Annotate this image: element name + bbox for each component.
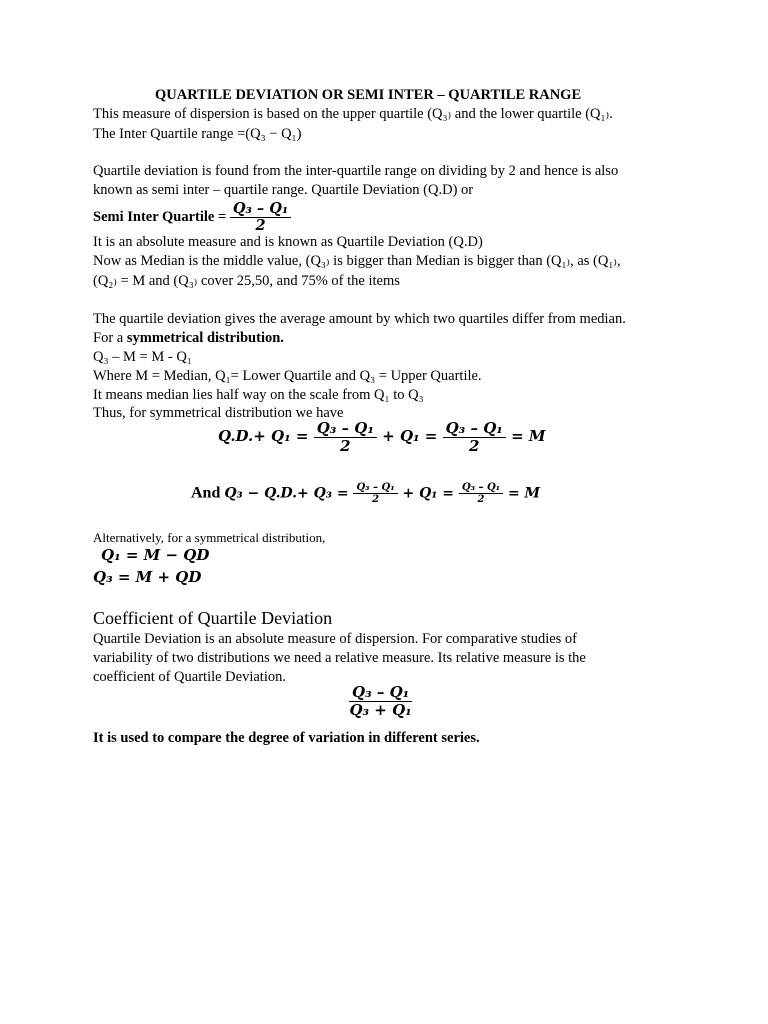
paragraph-usage: It is used to compare the degree of variation in different series.: [93, 730, 480, 746]
eq2-fraction-1: [353, 482, 397, 505]
semi-fraction: [230, 201, 291, 234]
eq2-f2-den: 2: [477, 494, 485, 505]
eq2-mid: + Q₁ =: [402, 485, 455, 502]
symmetrical-pre: For a: [93, 330, 127, 346]
eq1-lhs: Q.D.+ Q₁ =: [218, 427, 309, 445]
eq1-fraction-2: [443, 420, 506, 454]
paragraph-qd-1: Quartile deviation is found from the inter-quartile range on dividing by 2 and hence is also: [93, 163, 619, 179]
equation-q1: Q₁ = M − QD: [101, 546, 210, 564]
eq1-f2-den: 2: [469, 436, 480, 455]
semi-inter-quartile-formula: [93, 200, 291, 234]
eq1-mid: + Q₁ =: [382, 427, 438, 445]
paragraph-average: The quartile deviation gives the average amount by which two quartiles differ from median.: [93, 311, 626, 327]
paragraph-coef-3: coefficient of Quartile Deviation.: [93, 669, 286, 685]
eq2-and: And: [191, 484, 225, 502]
paragraph-halfway: It means median lies half way on the scale from Q₁ to Q₃: [93, 387, 424, 403]
equation-q3-minus-qd: [191, 482, 540, 505]
eq2-f1-den: 2: [372, 494, 380, 505]
coefficient-formula: [349, 684, 412, 718]
paragraph-coef-2: variability of two distributions we need a relative measure. Its relative measure is the: [93, 650, 586, 666]
eq1-f1-den: 2: [340, 436, 351, 455]
eq2-f2-num: Q₃ – Q₁: [459, 482, 503, 494]
inter-quartile-range-line: The Inter Quartile range =(Q₃ − Q₁): [93, 126, 302, 142]
semi-label: Semi Inter Quartile =: [93, 209, 230, 225]
eq1-f2-num: Q₃ – Q₁: [443, 420, 506, 438]
paragraph-where: Where M = Median, Q₁= Lower Quartile and Q₃ = Upper Quartile.: [93, 368, 482, 384]
equation-q3: Q₃ = M + QD: [93, 568, 202, 586]
eq2-fraction-2: [459, 482, 503, 505]
paragraph-qd-2: known as semi inter – quartile range. Quartile Deviation (Q.D) or: [93, 182, 474, 198]
eq2-f1-num: Q₃ – Q₁: [353, 482, 397, 494]
coef-denominator: Q₃ + Q₁: [349, 700, 412, 719]
eq1-rhs: = M: [511, 427, 546, 445]
symmetrical-bold: symmetrical distribution.: [126, 330, 284, 346]
paragraph-symmetrical: [93, 329, 284, 347]
eq1-f1-num: Q₃ – Q₁: [314, 420, 377, 438]
section-heading-coefficient: Coefficient of Quartile Deviation: [93, 608, 333, 628]
paragraph-median: Now as Median is the middle value, (Q₃₎ is bigger than Median is bigger than (Q₁₎, as (Q₁₎,: [93, 253, 621, 269]
paragraph-cover: (Q₂₎ = M and (Q₃₎ cover 25,50, and 75% of the items: [93, 273, 400, 289]
paragraph-thus: Thus, for symmetrical distribution we have: [93, 405, 344, 421]
coef-fraction: [349, 684, 412, 718]
equation-qd-plus-q1: [218, 420, 545, 454]
paragraph-alternatively: Alternatively, for a symmetrical distribution,: [93, 530, 326, 545]
page-title: QUARTILE DEVIATION OR SEMI INTER – QUARTILE RANGE: [155, 87, 582, 103]
semi-denominator: 2: [255, 217, 266, 235]
paragraph-quartiles: This measure of dispersion is based on the upper quartile (Q₃₎ and the lower quartile (Q₁₎.: [93, 106, 613, 122]
eq1-fraction-1: [314, 420, 377, 454]
paragraph-absolute: It is an absolute measure and is known as Quartile Deviation (Q.D): [93, 234, 483, 250]
semi-numerator: Q₃ – Q₁: [230, 201, 291, 218]
paragraph-coef-1: Quartile Deviation is an absolute measure of dispersion. For comparative studies of: [93, 631, 578, 647]
symmetry-equation: Q₃ – M = M - Q₁: [93, 349, 192, 365]
eq2-rhs: = M: [507, 485, 541, 502]
coef-numerator: Q₃ – Q₁: [349, 684, 412, 702]
eq2-lhs: Q₃ − Q.D.+ Q₃ =: [224, 485, 349, 502]
